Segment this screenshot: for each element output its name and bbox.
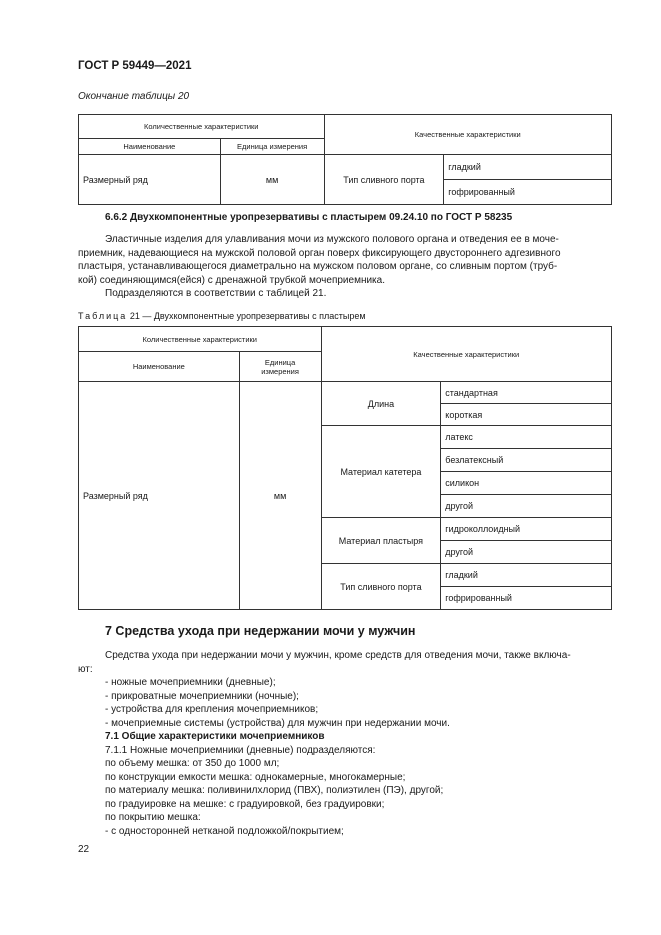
- list-item: - устройства для крепления мочеприемников;: [105, 704, 319, 715]
- group-drain-port: Тип сливного порта: [321, 564, 441, 610]
- section-7-title: 7 Средства ухода при недержании мочи у мужчин: [105, 624, 416, 638]
- section-7-body: Средства ухода при недержании мочи у мужчин, кроме средств для отведения мочи, также включа- ют: - ножные мочеприемники (дневные); - прикроватные мочеприемники (ночные); - устройства для крепления мочеприемников; - мочеприемные системы (устройства) для мужчин при недержании мочи. 7.1 Общие характеристики мочеприемников 7.1.1 Ножные мочеприемники (дневные) подразделяются: по объему мешка: от 350 до 1000 мл; по конструкции емкости мешка: однокамерные, многокамерные; по материалу мешка: поливинилхлорид (ПВХ), полиэтилен (ПЭ), другой; по градуировке на мешке: с градуировкой, без градуировки; по покрытию мешка: - с односторонней нетканой подложкой/покрытием;: [78, 649, 612, 838]
- section-662-paragraph: Эластичные изделия для улавливания мочи из мужского полового органа и отведения ее в моче- приемник, надевающиеся на мужской половой орган поверх фиксирующего двустороннего адгезивного пластыря, устанавливающегося диаметрально на мужском половом органе, со сливным портом (труб- кой) соединяющимся(ейся) с дренажной трубкой мочеприемника. Подразделяются в соответствии с таблицей 21.: [78, 234, 561, 299]
- value-cell: гофрированный: [441, 587, 612, 610]
- group-length: Длина: [321, 382, 441, 426]
- header-name: Наименование: [79, 352, 240, 382]
- table21-caption: Таблица 21 — Двухкомпонентные уропрезервативы с пластырем: [78, 311, 366, 321]
- value-cell: гладкий: [441, 564, 612, 587]
- value-cell: гидроколлоидный: [441, 518, 612, 541]
- table-20: [78, 114, 612, 205]
- row-unit: мм: [220, 155, 324, 205]
- table20-caption: Окончание таблицы 20: [78, 91, 190, 102]
- value-cell: стандартная: [441, 382, 612, 404]
- value-cell: латекс: [441, 426, 612, 449]
- document-code: ГОСТ Р 59449—2021: [78, 60, 192, 72]
- row-name: Размерный ряд: [79, 155, 221, 205]
- value-cell: гофрированный: [444, 180, 612, 205]
- row-name: Размерный ряд: [79, 382, 240, 610]
- list-item: - прикроватные мочеприемники (ночные);: [105, 690, 299, 702]
- value-cell: безлатексный: [441, 449, 612, 472]
- section-662-title: 6.6.2 Двухкомпонентные уропрезервативы с пластырем 09.24.10 по ГОСТ Р 58235: [105, 212, 513, 223]
- group-catheter-material: Материал катетера: [321, 426, 441, 518]
- value-cell: другой: [441, 495, 612, 518]
- page-number: 22: [78, 844, 90, 855]
- value-cell: короткая: [441, 404, 612, 426]
- row-unit: мм: [239, 382, 321, 610]
- value-cell: гладкий: [444, 155, 612, 180]
- value-cell: силикон: [441, 472, 612, 495]
- header-quantitative: Количественные характеристики: [79, 115, 325, 139]
- group-patch-material: Материал пластыря: [321, 518, 441, 564]
- list-item: - ножные мочеприемники (дневные);: [105, 677, 276, 688]
- header-quantitative: Количественные характеристики: [79, 327, 322, 352]
- header-qualitative: Качественные характеристики: [321, 327, 611, 382]
- table-21: [78, 326, 612, 610]
- header-unit: Единица измерения: [220, 138, 324, 155]
- header-unit: Единица измерения: [239, 352, 321, 382]
- header-name: Наименование: [79, 138, 221, 155]
- value-cell: другой: [441, 541, 612, 564]
- group-name: Тип сливного порта: [324, 155, 444, 205]
- list-item: - мочеприемные системы (устройства) для мужчин при недержании мочи.: [105, 717, 450, 729]
- header-qualitative: Качественные характеристики: [324, 115, 611, 155]
- subsection-title: 7.1 Общие характеристики мочеприемников: [105, 731, 325, 742]
